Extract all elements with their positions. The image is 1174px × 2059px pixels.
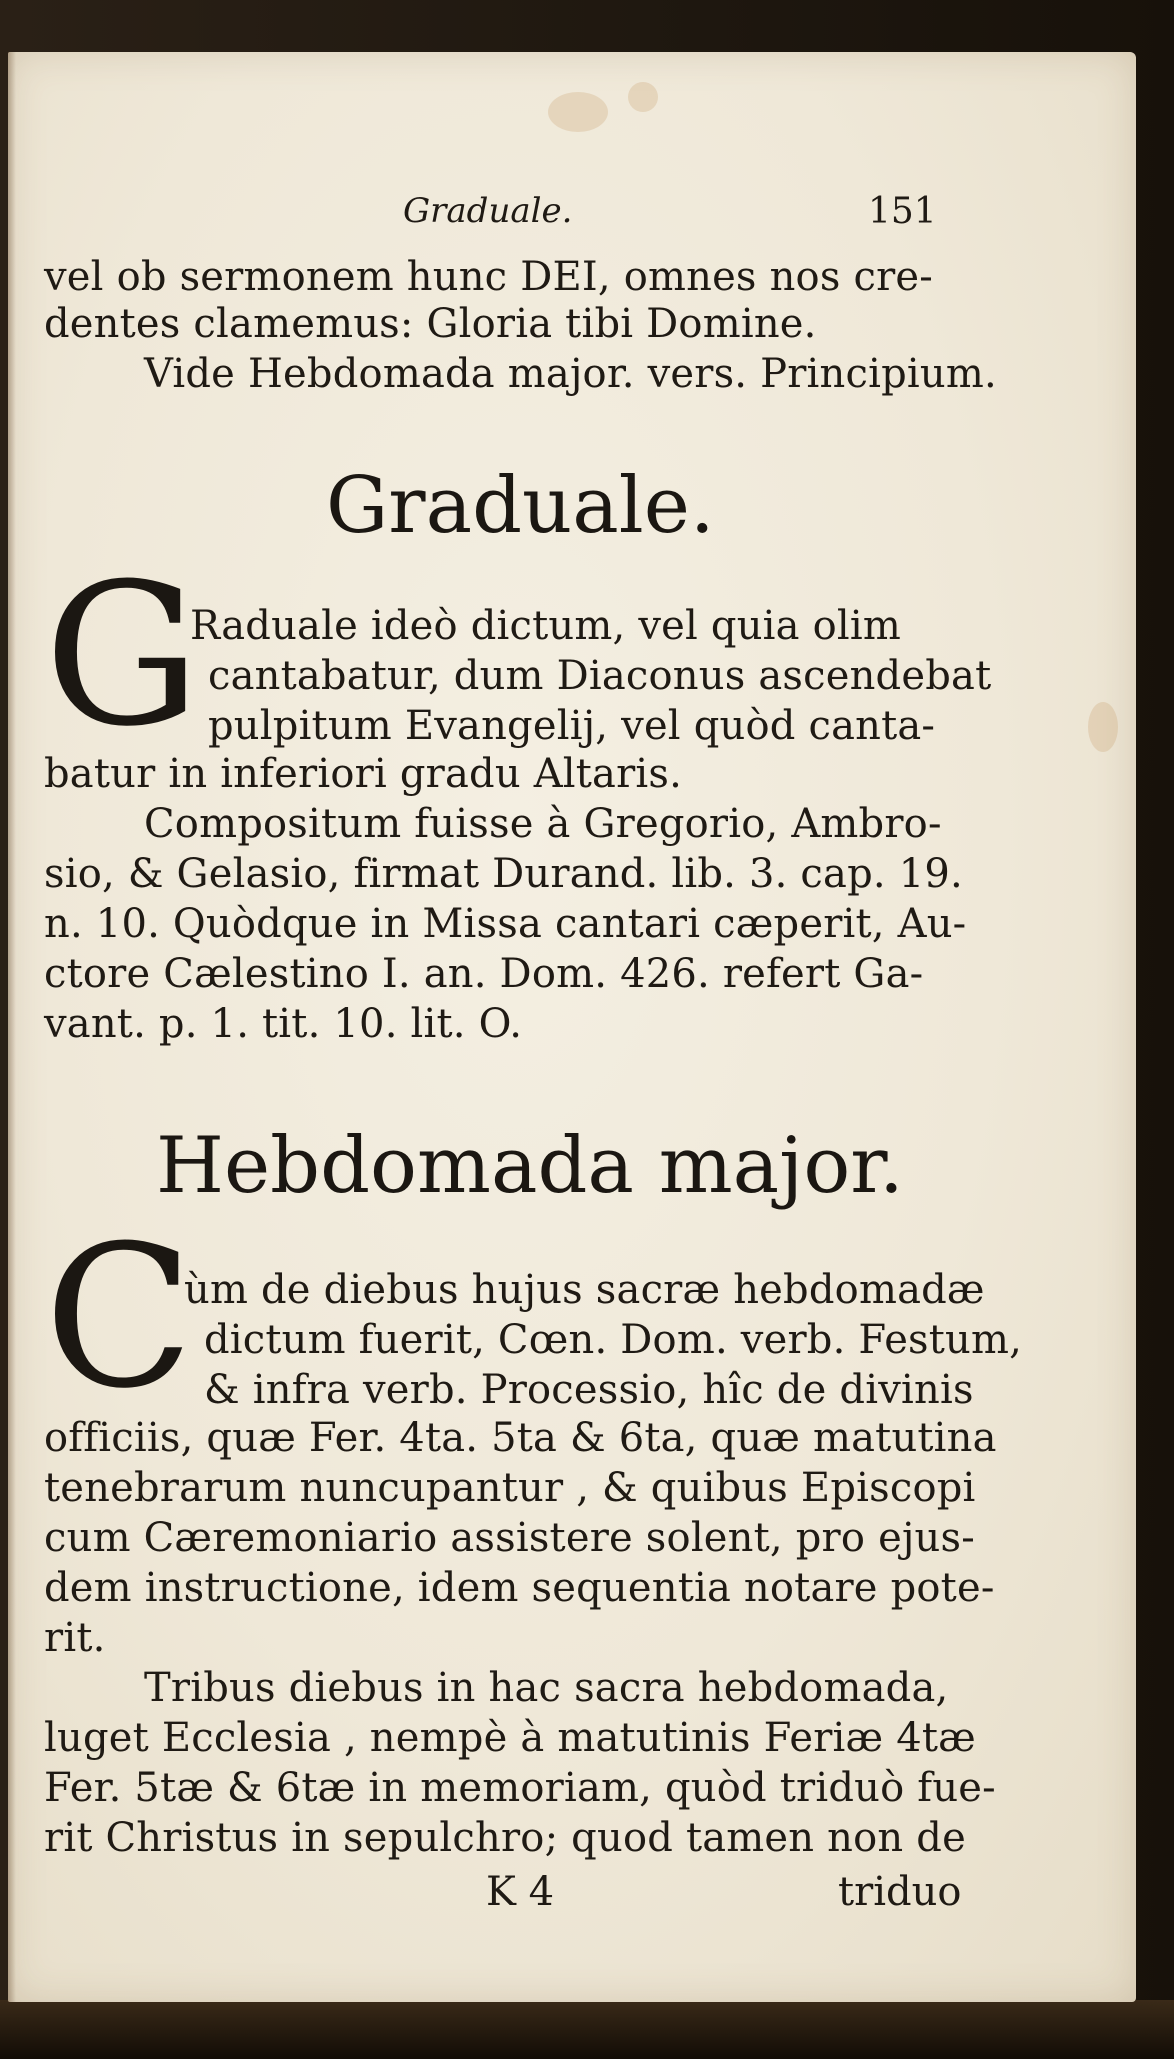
paper-stain [548, 92, 608, 132]
page-number: 151 [868, 191, 937, 232]
paragraph-line: sio, & Gelasio, firmat Durand. lib. 3. cap. 19. [44, 851, 963, 897]
dropcap-c: C [44, 1204, 194, 1432]
paper-stain [1088, 702, 1118, 752]
paragraph-line: n. 10. Quòdque in Missa cantari cæperit, Au- [44, 901, 967, 947]
paragraph-line: ctore Cælestino I. an. Dom. 426. refert Ga- [44, 951, 924, 997]
paragraph-line: tenebrarum nuncupantur , & quibus Episcopi [44, 1465, 976, 1511]
paragraph-line: dictum fuerit, Cœn. Dom. verb. Festum, [204, 1317, 1023, 1363]
intro-line: dentes clamemus: Gloria tibi Domine. [44, 301, 817, 347]
paper-stain [628, 82, 658, 112]
page-gutter-shadow [8, 52, 16, 2002]
paragraph-line: Tribus diebus in hac sacra hebdomada, [144, 1665, 949, 1711]
paragraph-line: vant. p. 1. tit. 10. lit. O. [44, 1001, 523, 1047]
paragraph-line: & infra verb. Processio, hîc de divinis [204, 1367, 974, 1413]
book-page [8, 52, 1136, 2002]
paragraph-line: batur in inferiori gradu Altaris. [44, 751, 683, 797]
paragraph-line: Fer. 5tæ & 6tæ in memoriam, quòd triduò fue- [44, 1765, 996, 1811]
paragraph-line: Compositum fuisse à Gregorio, Ambro- [144, 801, 942, 847]
intro-line: Vide Hebdomada major. vers. Principium. [144, 351, 997, 397]
dropcap-g: G [44, 542, 201, 770]
paragraph-line: rit Christus in sepulchro; quod tamen non de [44, 1815, 966, 1861]
paragraph-line: officiis, quæ Fer. 4ta. 5ta & 6ta, quæ matutina [44, 1415, 997, 1461]
paragraph-line: cum Cæremoniario assistere solent, pro ejus- [44, 1515, 975, 1561]
paragraph-line: luget Ecclesia , nempè à matutinis Feriæ 4tæ [44, 1715, 976, 1761]
paragraph-line: pulpitum Evangelij, vel quòd canta- [208, 703, 936, 749]
signature-mark: K 4 [486, 1869, 555, 1915]
section-heading-graduale: Graduale. [326, 461, 715, 551]
intro-line: vel ob sermonem hunc DEI, omnes nos cre- [44, 254, 933, 300]
paragraph-line: rit. [44, 1615, 106, 1661]
paragraph-line: ùm de diebus hujus sacræ hebdomadæ [184, 1267, 985, 1313]
paragraph-line: dem instructione, idem sequentia notare pote- [44, 1565, 995, 1611]
paragraph-line: Raduale ideò dictum, vel quia olim [190, 603, 902, 649]
paragraph-line: cantabatur, dum Diaconus ascendebat [208, 653, 992, 699]
scan-bottom-edge [0, 2000, 1174, 2059]
section-heading-hebdomada: Hebdomada major. [156, 1121, 904, 1211]
catchword: triduo [838, 1869, 962, 1915]
running-title: Graduale. [403, 191, 573, 231]
